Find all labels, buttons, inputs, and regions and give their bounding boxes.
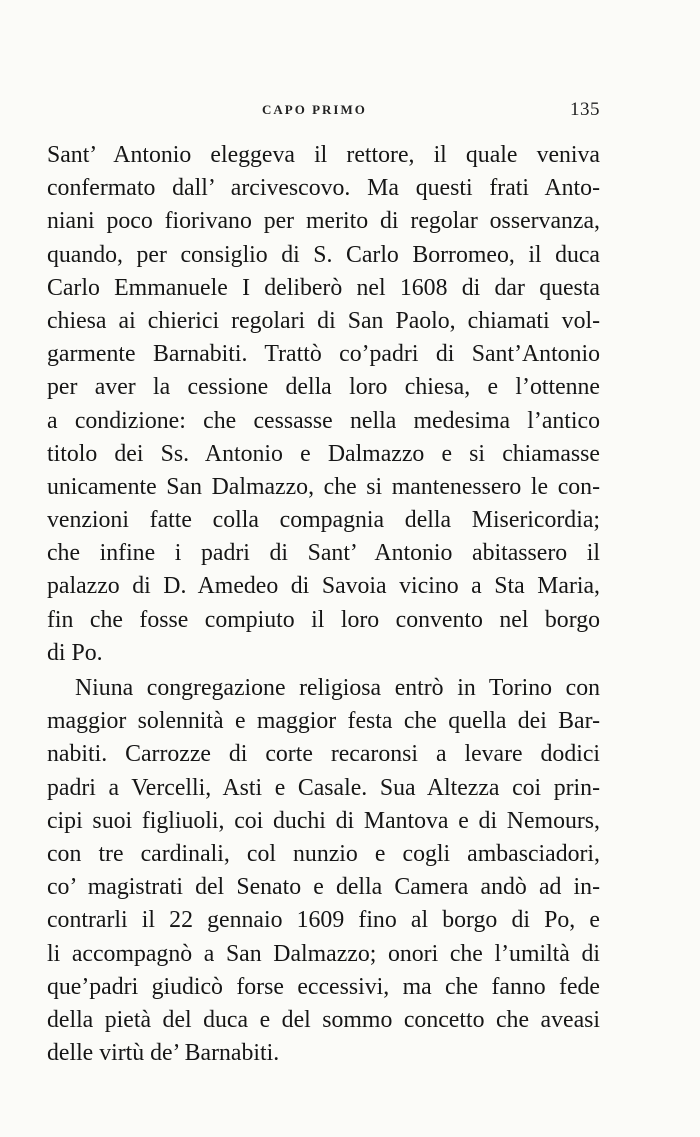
text-line: titolo dei Ss. Antonio e Dalmazzo e si chiamasse [47,440,600,467]
text-line: delle virtù de’ Barnabiti. [47,1040,280,1067]
running-title: CAPO PRIMO [262,102,367,117]
text-line: que’padri giudicò forse eccessivi, ma che fanno fede [47,973,600,1000]
text-line: niani poco fiorivano per merito di regolar osservanza, [47,208,600,235]
text-line: co’ magistrati del Senato e della Camera andò ad in- [47,874,600,901]
paragraph [47,672,600,1070]
text-line: con tre cardinali, col nunzio e cogli ambasciadori, [47,840,600,867]
page-number: 135 [570,99,600,120]
text-line: fin che fosse compiuto il loro convento nel borgo [47,606,600,633]
text-line: per aver la cessione della loro chiesa, e l’ottenne [47,374,600,401]
text-line: contrarli il 22 gennaio 1609 fino al borgo di Po, e [47,907,600,934]
text-line: garmente Barnabiti. Trattò co’padri di Sant’Antonio [47,341,600,368]
paragraph [47,139,600,670]
text-line: Sant’ Antonio eleggeva il rettore, il quale veniva [47,142,600,168]
text-line: palazzo di D. Amedeo di Savoia vicino a Sta Maria, [47,573,600,600]
text-line: Niuna congregazione religiosa entrò in Torino con [75,675,600,701]
text-line: padri a Vercelli, Asti e Casale. Sua Altezza coi prin- [47,774,600,801]
text-line: della pietà del duca e del sommo concetto che aveasi [47,1006,600,1033]
text-line: che infine i padri di Sant’ Antonio abitassero il [47,540,600,567]
text-line: li accompagnò a San Dalmazzo; onori che l’umiltà di [47,940,600,967]
text-line: venzioni fatte colla compagnia della Misericordia; [47,507,600,534]
text-line: confermato dall’ arcivescovo. Ma questi frati Anto- [47,175,600,202]
text-line: di Po. [47,639,103,666]
text-line: Carlo Emmanuele I deliberò nel 1608 di dar questa [47,274,600,301]
text-line: unicamente San Dalmazzo, che si mantenessero le con- [47,473,600,500]
text-line: a condizione: che cessasse nella medesima l’antico [47,407,600,434]
body-text [47,139,600,1070]
text-line: nabiti. Carrozze di corte recaronsi a levare dodici [47,741,600,768]
text-line: quando, per consiglio di S. Carlo Borromeo, il duca [47,241,600,268]
text-line: cipi suoi figliuoli, coi duchi di Mantova e di Nemours, [47,807,600,834]
text-line: chiesa ai chierici regolari di San Paolo, chiamati vol- [47,307,600,334]
text-line: maggior solennità e maggior festa che quella dei Bar- [47,708,600,735]
running-head [0,100,700,124]
